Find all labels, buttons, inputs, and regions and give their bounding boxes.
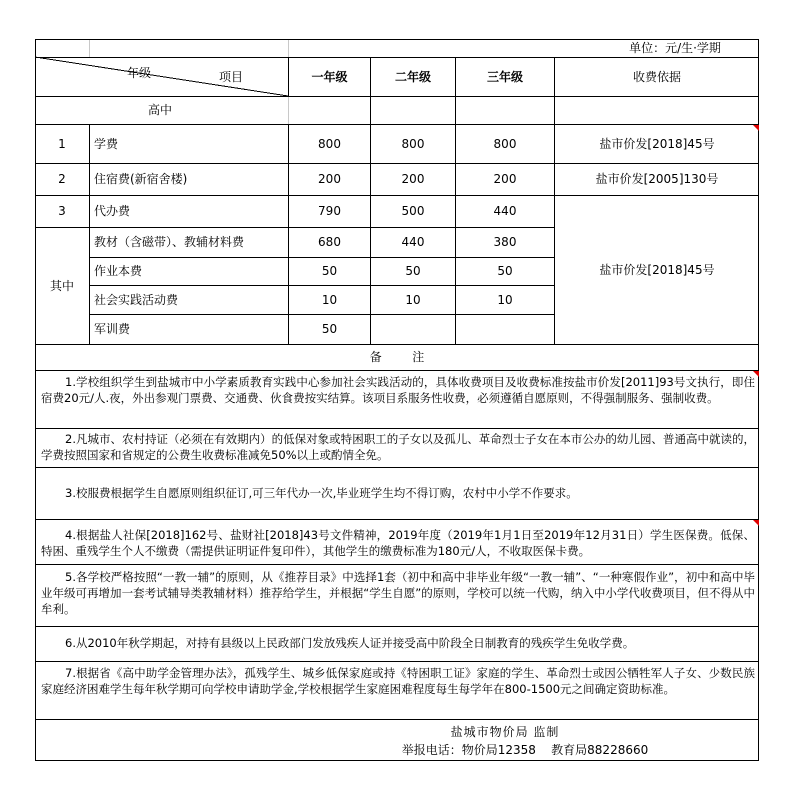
basis-header: 收费依据	[632, 69, 681, 84]
sub-row-g3: 380	[493, 235, 517, 250]
sub-row-g3: 10	[497, 292, 513, 307]
section-title: 高中	[147, 103, 172, 118]
note-4: 4.根据盐人社保[2018]162号、盐财社[2018]43号文件精神，2019年度（2019年1月1日至2019年12月31日）学生医保费。低保、特困、重残学生个人不缴费（需提供证明证件复印件），其他学生的缴费标准为180元/人，不收取医保卡费。	[41, 528, 755, 558]
grade1-header: 一年级	[311, 69, 348, 84]
hotline-label: 举报电话：物价局12358 教育局88228660	[401, 742, 649, 757]
sub-row-g1: 50	[321, 264, 338, 279]
row-number: 2	[58, 172, 66, 187]
merged-basis: 盐市价发[2018]45号	[599, 262, 715, 277]
fee-sheet	[35, 39, 759, 761]
grade3-header: 三年级	[486, 69, 523, 84]
row-item: 代办费	[94, 204, 131, 219]
remarks-title: 备 注	[369, 350, 425, 365]
sub-row-g2	[371, 315, 455, 344]
row-item: 学费	[94, 136, 119, 151]
row-number: 3	[58, 204, 66, 219]
sub-row-g2: 10	[405, 292, 421, 307]
row-g3: 440	[493, 204, 517, 219]
sub-row-g1: 50	[321, 322, 338, 337]
note-3: 3.校服费根据学生自愿原则组织征订,可三年代办一次,毕业班学生均不得订购，农村中小学不作要求。	[65, 486, 578, 500]
sub-row-g2: 50	[405, 264, 421, 279]
sub-group-label: 其中	[49, 278, 74, 293]
comment-marker	[753, 520, 759, 526]
comment-marker	[753, 371, 759, 377]
row-g2: 200	[401, 172, 425, 187]
sub-row-item: 作业本费	[94, 264, 143, 279]
row-g1: 790	[318, 204, 341, 219]
supervisor-label: 盐城市物价局 监制	[450, 724, 560, 739]
sub-row-item: 教材（含磁带）、教辅材料费	[94, 235, 245, 250]
row-g2: 500	[401, 204, 425, 219]
note-1: 1.学校组织学生到盐城市中小学素质教育实践中心参加社会实践活动的，具体收费项目及收费标准按盐市价发[2011]93号文执行，即住宿费20元/人.夜，外出参观门票费、交通费、伙食费按实结算。该项目系服务性收费，必须遵循自愿原则，不得强制服务、强制收费。	[41, 375, 755, 405]
note-5: 5.各学校严格按照“一教一辅”的原则，从《推荐目录》中选择1套（初中和高中非毕业年级“一教一辅”、“一种寒假作业”，初中和高中毕业年级可再增加一套考试辅导类教辅材料）推荐给学生，并根据“学生自愿”的原则，学校可以统一代购，纳入中小学代收费项目，但不得从中牟利。	[41, 570, 755, 616]
grade2-header: 二年级	[394, 69, 431, 84]
sub-row-g2: 440	[401, 235, 425, 250]
note-2: 2.凡城市、农村持证（必须在有效期内）的低保对象或特困职工的子女以及孤儿、革命烈士子女在本市公办的幼儿园、普通高中就读的，学费按照国家和省规定的公费生收费标准减免50%以上或酌情全免。	[41, 432, 755, 462]
row-number: 1	[58, 136, 66, 151]
sub-row-g3: 50	[497, 264, 513, 279]
sub-row-g1: 680	[318, 235, 341, 250]
sub-row-item: 军训费	[94, 322, 131, 337]
row-g3: 800	[493, 136, 517, 151]
row-g3: 200	[493, 172, 517, 187]
row-g1: 200	[318, 172, 341, 187]
sub-row-g3	[456, 315, 554, 344]
row-g1: 800	[318, 136, 341, 151]
note-7: 7.根据省《高中助学金管理办法》，孤残学生、城乡低保家庭或持《特困职工证》家庭的学生、革命烈士或因公牺牲军人子女、少数民族家庭经济困难学生每年秋学期可向学校申请助学金,学校根据学生家庭困难程度每生每学年在800-1500元之间确定资助标准。	[41, 666, 755, 696]
row-basis: 盐市价发[2005]130号	[595, 172, 719, 187]
row-item: 住宿费(新宿舍楼)	[94, 172, 188, 187]
note-6: 6.从2010年秋学期起，对持有县级以上民政部门发放残疾人证并接受高中阶段全日制教育的残疾学生免收学费。	[65, 636, 635, 650]
sub-row-item: 社会实践活动费	[94, 292, 179, 307]
sub-row-g1: 10	[321, 292, 338, 307]
diag-grade-label: 年级	[126, 65, 151, 80]
unit-label: 单位：元/生·学期	[629, 41, 721, 56]
row-g2: 800	[401, 136, 425, 151]
comment-marker	[753, 125, 759, 131]
diag-item-label: 项目	[218, 69, 243, 84]
row-basis: 盐市价发[2018]45号	[599, 136, 715, 151]
